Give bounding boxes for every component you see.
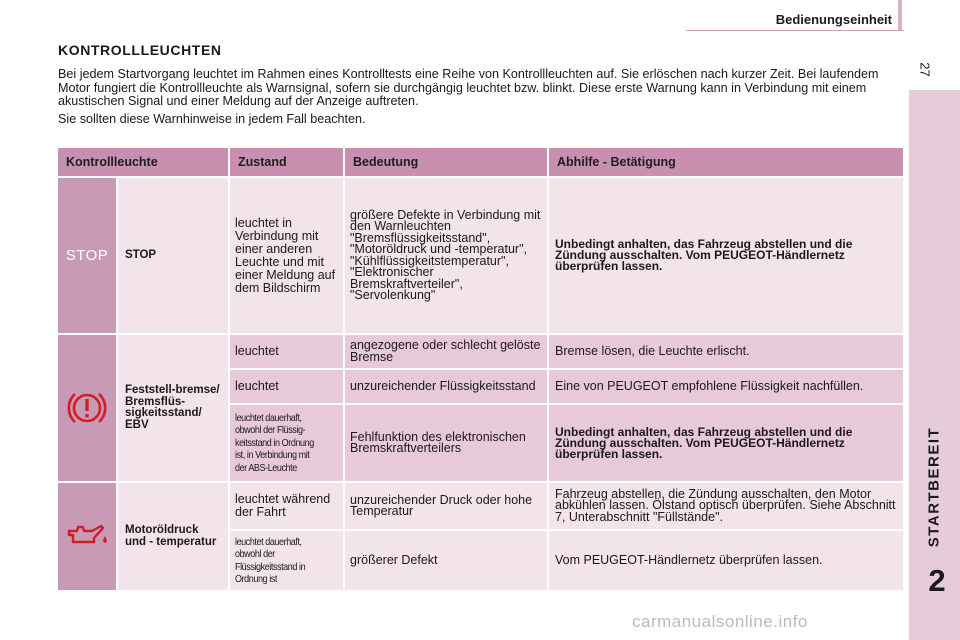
section-title: KONTROLLLEUCHTEN (58, 42, 222, 58)
table-header-row (58, 148, 903, 176)
chapter-number: 2 (928, 563, 946, 598)
action-cell: Unbedingt anhalten, das Fahrzeug abstellen und die Zündung ausschalten. Vom PEUGEOT-Händlernetz überprüfen lassen. (549, 178, 903, 333)
state-cell: leuchtet dauerhaft, obwohl der Flüssig-keitsstand in Ordnung ist, in Verbindung mit der ABS-Leuchte (235, 411, 314, 474)
state-cell: leuchtet (230, 370, 343, 403)
meaning-cell: Fehlfunktion des elektronischen Bremskraftverteilers (345, 405, 547, 481)
light-name: Feststell-bremse/ Bremsflüs-sigkeitsstand/ EBV (118, 335, 228, 481)
header-title: Bedienungseinheit (775, 12, 892, 27)
action-cell: Eine von PEUGEOT empfohlene Flüssigkeit nachfüllen. (549, 370, 903, 403)
action-cell: Bremse lösen, die Leuchte erlischt. (549, 335, 903, 368)
meaning-cell: angezogene oder schlecht gelöste Bremse (345, 335, 547, 368)
action-cell: Vom PEUGEOT-Händlernetz überprüfen lassen. (549, 531, 903, 590)
stop-warning-icon (58, 178, 116, 333)
page-number: 27 (917, 62, 933, 77)
state-cell: leuchtet dauerhaft, obwohl der Flüssigkeitsstand in Ordnung ist (235, 535, 306, 585)
light-name: STOP (118, 178, 228, 333)
table-row (58, 483, 903, 529)
meaning-cell: größerer Defekt (345, 531, 547, 590)
header-marker (898, 0, 902, 30)
action-cell: Unbedingt anhalten, das Fahrzeug abstellen und die Zündung ausschalten. Vom PEUGEOT-Händlernetz überprüfen lassen. (549, 405, 903, 481)
table-row (58, 370, 903, 403)
state-cell: leuchtet während der Fahrt (230, 483, 343, 529)
meaning-cell: unzureichender Druck oder hohe Temperatur (345, 483, 547, 529)
action-cell: Fahrzeug abstellen, die Zündung ausschalten, den Motor abkühlen lassen. Ölstand optisch überprüfen. Siehe Abschnitt 7, Unterabschnitt "Füllstände". (549, 483, 903, 529)
state-cell: leuchtet in Verbindung mit einer anderen Leuchte und mit einer Meldung auf dem Bildschirm (230, 178, 343, 333)
chapter-tab (909, 90, 960, 640)
state-cell: leuchtet (230, 335, 343, 368)
meaning-cell: unzureichender Flüssigkeitsstand (345, 370, 547, 403)
table-header-cell: Bedeutung (345, 148, 547, 176)
table-row (58, 405, 903, 481)
watermark: carmanualsonline.info (632, 612, 808, 631)
table-row (58, 531, 903, 590)
table-header-cell: Kontrollleuchte (58, 148, 228, 176)
intro-note: Sie sollten diese Warnhinweise in jedem Fall beachten. (58, 112, 366, 126)
intro-paragraph: Bei jedem Startvorgang leuchtet im Rahmen eines Kontrolltests eine Reihe von Kontrollleuchten auf. Sie erlöschen nach kurzer Zeit. Bei laufendem Motor fungiert die Kontrollleuchte als Warnsignal, sofern sie durchgängig leuchtet bzw. blinkt. Diese erste Warnung kann in Verbindung mit einem akustischen Signal und einer Meldung auf der Anzeige auftreten. (58, 67, 879, 108)
meaning-cell: größere Defekte in Verbindung mit den Warnleuchten "Bremsflüssigkeitsstand", "Motoröldruck und -temperatur", "Kühlflüssigkeitstemperatur", "Elektronischer Bremskraftverteiler", "Servolenkung" (345, 178, 547, 333)
table-row (58, 335, 903, 368)
table-row-stop (58, 178, 903, 333)
stop-icon-text: STOP (65, 247, 109, 264)
header-rule (686, 30, 904, 31)
table-header-cell: Zustand (230, 148, 343, 176)
light-name: Motoröldruck und - temperatur (118, 483, 228, 590)
chapter-label: STARTBEREIT (925, 426, 943, 548)
table-header-cell: Abhilfe - Betätigung (549, 148, 903, 176)
